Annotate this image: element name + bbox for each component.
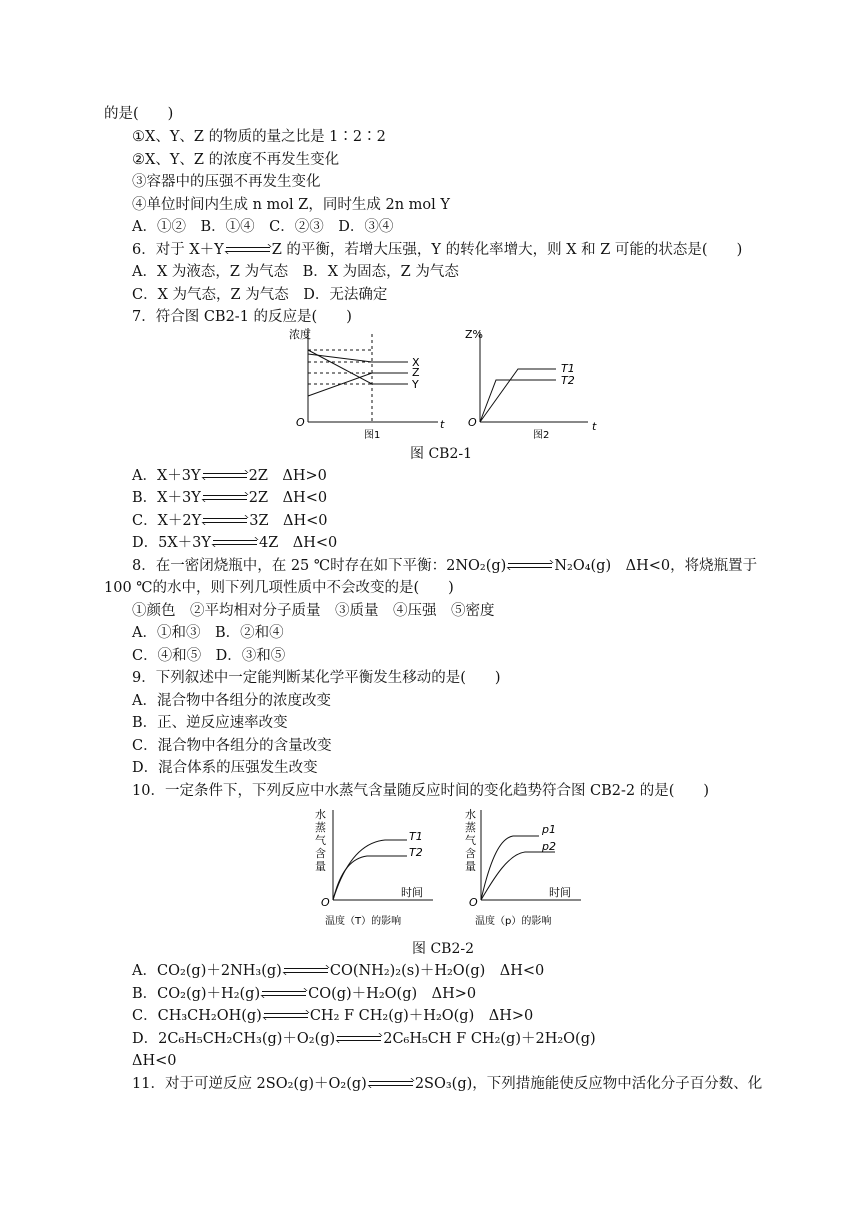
svg-text:含: 含	[315, 847, 326, 860]
question-10: 10．一定条件下，下列反应中水蒸气含量随反应时间的变化趋势符合图 CB2-2 的是( )	[132, 783, 710, 799]
text-line: ②X、Y、Z 的浓度不再发生变化	[132, 152, 340, 168]
text-line: A．①和③ B．②和④	[132, 625, 284, 641]
svg-text:量: 量	[465, 860, 476, 873]
fig2-label-t2: T2	[561, 374, 575, 387]
text-line: ④单位时间内生成 n mol Z，同时生成 2n mol Y	[132, 197, 450, 213]
fig4-label-p2: p2	[542, 840, 556, 853]
fig2-label-t1: T1	[561, 362, 575, 375]
equilibrium-arrow-icon	[226, 244, 270, 256]
text-line: C．混合物中各组分的含量改变	[132, 738, 332, 754]
fig3-label-t2: T2	[409, 846, 423, 859]
fig3-xaxis: 时间	[401, 886, 423, 899]
fig1-ylabel: 浓度	[289, 328, 311, 341]
fig1-label-x: X	[412, 356, 420, 369]
text-line: ③容器中的压强不再发生变化	[132, 174, 321, 190]
svg-text:气: 气	[465, 834, 476, 847]
figure-4	[465, 807, 581, 927]
fig3-label-t1: T1	[409, 830, 423, 843]
fig2-curve-t2	[480, 380, 556, 422]
figure-cb2-1	[280, 326, 610, 446]
question-11: 11．对于可逆反应 2SO₂(g)＋O₂(g) 2SO₃(g)，下列措施能使反应物中活化分子百分数、化	[132, 1076, 763, 1092]
equilibrium-arrow-icon	[203, 515, 247, 527]
fig2-curve-t1	[480, 369, 556, 422]
figure-2	[465, 328, 597, 441]
equilibrium-arrow-icon	[264, 1010, 308, 1022]
question-8: 8．在一密闭烧瓶中，在 25 ℃时存在如下平衡：2NO₂(g) N₂O₄(g) ΔH<0，将烧瓶置于	[132, 558, 758, 574]
text-line: 7．符合图 CB2-1 的反应是( )	[132, 309, 352, 325]
fig2-origin: O	[468, 416, 477, 429]
text-line: ①X、Y、Z 的物质的量之比是 1∶2∶2	[132, 129, 386, 145]
figure-caption: 图 CB2-1	[410, 446, 472, 462]
svg-text:含: 含	[465, 847, 476, 860]
fig3-curve-t2	[333, 856, 407, 900]
equilibrium-arrow-icon	[337, 1033, 381, 1045]
q6-lhs: 6．对于 X＋Y	[132, 242, 224, 258]
text-line: C．X 为气态，Z 为气态 D．无法确定	[132, 287, 388, 303]
text-line: ΔH<0	[132, 1053, 177, 1069]
question-6	[132, 240, 742, 260]
text-line: ①颜色 ②平均相对分子质量 ③质量 ④压强 ⑤密度	[132, 603, 495, 619]
fig4-label-p1: p1	[542, 823, 556, 836]
equilibrium-arrow-icon	[508, 560, 552, 572]
svg-text:蒸: 蒸	[315, 821, 326, 834]
svg-text:水: 水	[315, 808, 326, 821]
q7-option-b: B．X＋3Y 2Z ΔH<0	[132, 490, 328, 506]
figure-caption: 图 CB2-2	[412, 941, 474, 957]
equilibrium-arrow-icon	[213, 537, 257, 549]
fig3-curve-t1	[333, 840, 407, 900]
fig3-ylabel	[315, 807, 326, 873]
q10-option-b: B．CO₂(g)＋H₂(g) CO(g)＋H₂O(g) ΔH>0	[132, 986, 477, 1002]
text-line: 100 ℃的水中，则下列几项性质中不会改变的是( )	[104, 580, 454, 596]
fig2-caption: 图2	[533, 430, 550, 441]
fig3-caption: 温度（T）的影响	[325, 916, 402, 927]
fig4-origin: O	[469, 896, 478, 909]
equilibrium-arrow-icon	[203, 470, 247, 482]
fig4-curve-p1	[481, 836, 539, 900]
figure-3	[315, 807, 433, 927]
svg-text:气: 气	[315, 834, 326, 847]
svg-text:量: 量	[315, 860, 326, 873]
fig1-label-z: Z	[412, 366, 420, 379]
fig1-caption: 图1	[364, 430, 381, 441]
text-line: A．①② B．①④ C．②③ D．③④	[132, 219, 394, 235]
q6-rest: Z 的平衡，若增大压强，Y 的转化率增大，则 X 和 Z 可能的状态是( )	[271, 242, 743, 258]
fig4-caption: 温度（p）的影响	[475, 916, 552, 927]
q7-option-a: A．X＋3Y 2Z ΔH>0	[132, 468, 327, 484]
fig4-ylabel	[465, 807, 476, 873]
text-line: A．混合物中各组分的浓度改变	[132, 693, 331, 709]
text-line: C．④和⑤ D．③和⑤	[132, 648, 286, 664]
fig4-xaxis: 时间	[549, 886, 571, 899]
q10-option-d: D．2C₆H₅CH₂CH₃(g)＋O₂(g) 2C₆H₅CH F CH₂(g)＋2H₂O(g)	[132, 1031, 596, 1047]
q7-option-c: C．X＋2Y 3Z ΔH<0	[132, 513, 328, 529]
svg-text:蒸: 蒸	[465, 821, 476, 834]
fig2-ylabel: Z%	[465, 328, 483, 341]
svg-text:水: 水	[465, 808, 476, 821]
fig1-xaxis: t	[440, 418, 445, 431]
figure-1	[289, 327, 445, 441]
text-line: D．混合体系的压强发生改变	[132, 760, 318, 776]
equilibrium-arrow-icon	[203, 492, 247, 504]
equilibrium-arrow-icon	[262, 988, 306, 1000]
text-line: A．X 为液态，Z 为气态 B．X 为固态，Z 为气态	[132, 264, 459, 280]
question-9: 9．下列叙述中一定能判断某化学平衡发生移动的是( )	[132, 670, 501, 686]
q10-option-c: C．CH₃CH₂OH(g) CH₂ F CH₂(g)＋H₂O(g) ΔH>0	[132, 1008, 534, 1024]
text-line: 的是( )	[104, 106, 174, 122]
fig1-label-y: Y	[412, 378, 419, 391]
fig4-curve-p2	[481, 852, 555, 900]
figure-cb2-2	[305, 806, 595, 932]
text-line: B．正、逆反应速率改变	[132, 715, 288, 731]
fig2-xaxis: t	[592, 420, 597, 433]
q7-option-d: D．5X＋3Y 4Z ΔH<0	[132, 535, 338, 551]
fig1-origin: O	[296, 416, 305, 429]
q10-option-a: A．CO₂(g)＋2NH₃(g) CO(NH₂)₂(s)＋H₂O(g) ΔH<0	[132, 963, 545, 979]
equilibrium-arrow-icon	[369, 1078, 413, 1090]
equilibrium-arrow-icon	[284, 965, 328, 977]
fig1-curve-y	[308, 350, 408, 384]
fig3-origin: O	[321, 896, 330, 909]
